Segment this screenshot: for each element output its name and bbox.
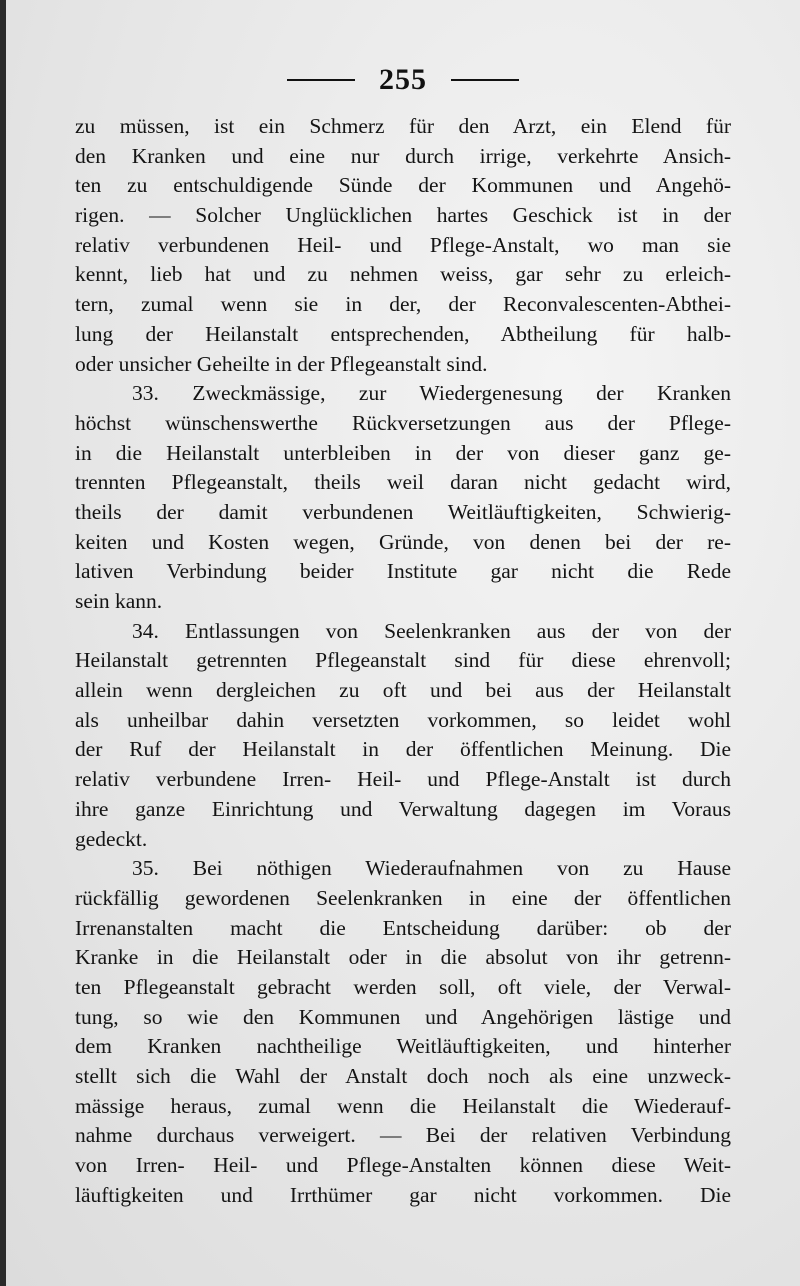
text-line: Kranke in die Heilanstalt oder in die absolut von ihr getrenn- (75, 945, 731, 970)
text-line: stellt sich die Wahl der Anstalt doch noch als eine unzweck- (75, 1064, 731, 1088)
text-line: nahme durchaus verweigert. — Bei der relativen Verbindung (75, 1123, 731, 1148)
text-line: 35. Bei nöthigen Wiederaufnahmen von zu Hause (132, 856, 731, 881)
header-rule-right (451, 79, 519, 81)
text-line: allein wenn dergleichen zu oft und bei aus der Heilanstalt (75, 678, 731, 703)
text-line: gedeckt. (75, 826, 148, 851)
text-line: tung, so wie den Kommunen und Angehörigen lästige und (75, 1004, 731, 1029)
text-line: als unheilbar dahin versetzten vorkommen, so leidet wohl (75, 707, 731, 732)
text-line: rückfällig gewordenen Seelenkranken in eine der öffentlichen (75, 885, 731, 910)
text-line: mässige heraus, zumal wenn die Heilanstalt die Wiederauf- (75, 1093, 731, 1118)
page-header (6, 62, 800, 98)
text-line: theils der damit verbundenen Weitläuftigkeiten, Schwierig- (75, 499, 731, 524)
body-text (75, 112, 731, 1210)
text-line: der Ruf der Heilanstalt in der öffentlichen Meinung. Die (75, 737, 731, 762)
text-line: 34. Entlassungen von Seelenkranken aus der von der (132, 618, 731, 643)
text-line: zu müssen, ist ein Schmerz für den Arzt, ein Elend für (75, 114, 731, 138)
text-line: oder unsicher Geheilte in der Pflegeanstalt sind. (75, 351, 488, 376)
text-line: ihre ganze Einrichtung und Verwaltung dagegen im Voraus (75, 796, 731, 821)
text-line: ten Pflegeanstalt gebracht werden soll, oft viele, der Verwal- (75, 974, 731, 999)
text-line: lung der Heilanstalt entsprechenden, Abtheilung für halb- (75, 321, 731, 346)
book-page (6, 0, 800, 1286)
text-line: lativen Verbindung beider Institute gar nicht die Rede (75, 559, 731, 584)
text-line: trennten Pflegeanstalt, theils weil daran nicht gedacht wird, (75, 470, 731, 495)
text-line: Irrenanstalten macht die Entscheidung darüber: ob der (75, 915, 731, 940)
text-line: dem Kranken nachtheilige Weitläuftigkeiten, und hinterher (75, 1034, 731, 1059)
text-line: relativ verbundene Irren- Heil- und Pflege-Anstalt ist durch (75, 767, 731, 792)
text-line: tern, zumal wenn sie in der, der Reconvalescenten-Abthei- (75, 292, 731, 317)
text-line: höchst wünschenswerthe Rückversetzungen aus der Pflege- (75, 410, 731, 435)
page-number: 255 (379, 63, 427, 96)
text-line: sein kann. (75, 589, 163, 613)
text-line: von Irren- Heil- und Pflege-Anstalten können diese Weit- (75, 1153, 731, 1178)
text-line: Heilanstalt getrennten Pflegeanstalt sind für diese ehrenvoll; (75, 648, 731, 673)
text-line: in die Heilanstalt unterbleiben in der von dieser ganz ge- (75, 440, 731, 465)
text-line: läuftigkeiten und Irrthümer gar nicht vorkommen. Die (75, 1182, 731, 1207)
text-line: keiten und Kosten wegen, Gründe, von denen bei der re- (75, 529, 731, 554)
header-rule-left (287, 79, 355, 81)
text-line: rigen. — Solcher Unglücklichen hartes Geschick ist in der (75, 203, 731, 228)
text-line: kennt, lieb hat und zu nehmen weiss, gar sehr zu erleich- (75, 262, 731, 287)
text-line: ten zu entschuldigende Sünde der Kommunen und Angehö- (75, 173, 731, 198)
text-line: 33. Zweckmässige, zur Wiedergenesung der Kranken (132, 381, 731, 406)
text-line: den Kranken und eine nur durch irrige, verkehrte Ansich- (75, 143, 731, 168)
text-line: relativ verbundenen Heil- und Pflege-Anstalt, wo man sie (75, 232, 731, 257)
